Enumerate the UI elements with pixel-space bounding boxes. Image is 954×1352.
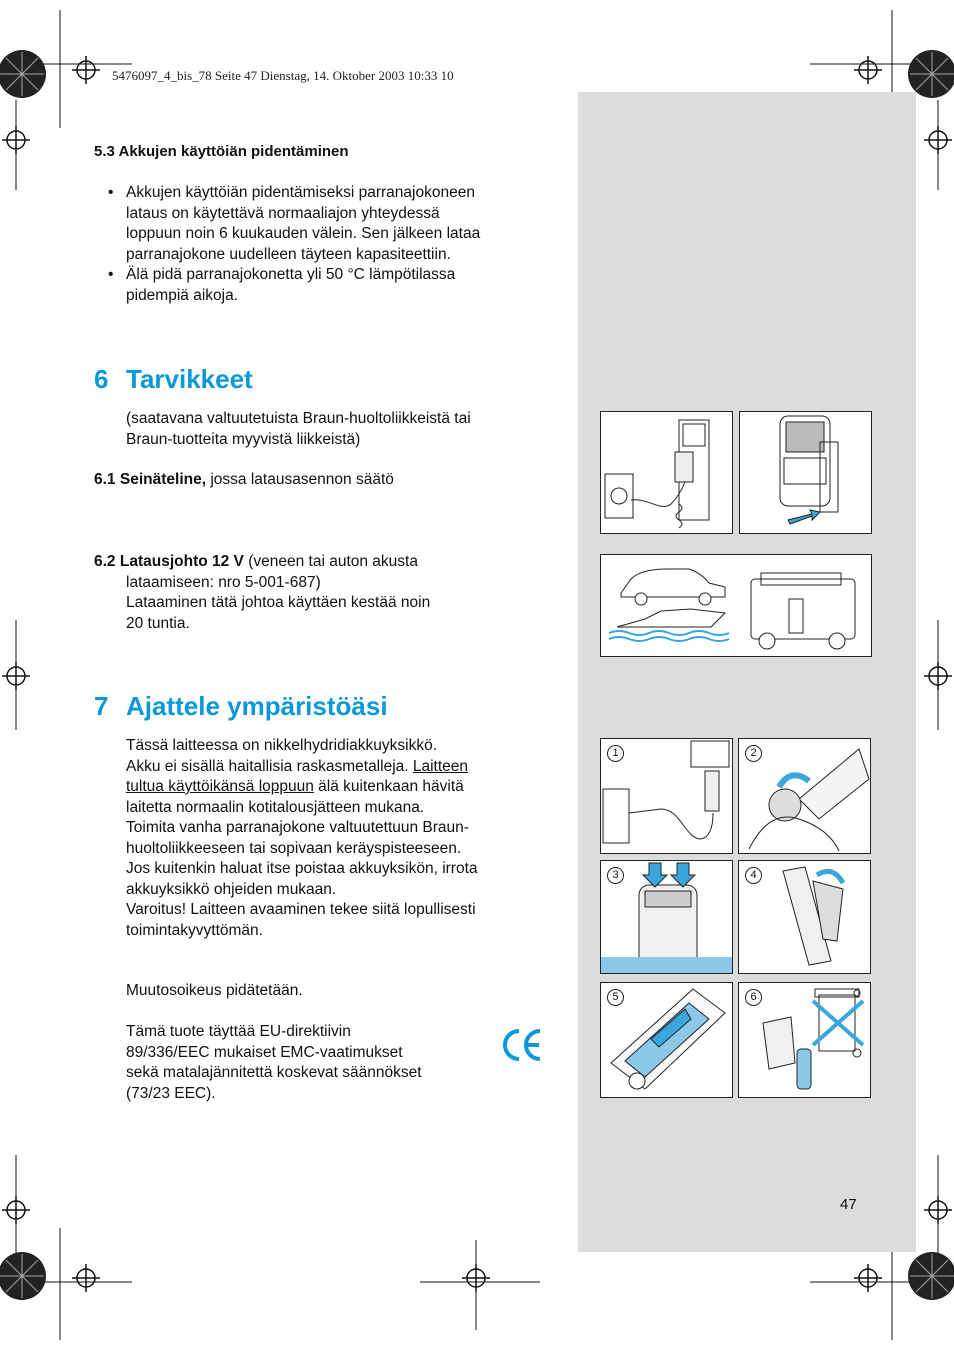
compliance-line: (73/23 EEC).: [126, 1084, 216, 1102]
step-number: 4: [745, 867, 762, 884]
step-4-illustration: [738, 860, 871, 974]
chapter-6-intro: [126, 409, 471, 450]
body-line: huoltoliikkeeseen tai sopivaan keräyspisteeseen.: [126, 839, 462, 857]
body-line: [126, 777, 556, 798]
body-text-span: älä kuitenkaan hävitä: [313, 778, 464, 795]
compliance-line: sekä matalajännitettä koskevat säännökset: [126, 1064, 422, 1081]
disclaimer-text: Muutosoikeus pidätetään.: [126, 982, 303, 999]
bullet-line: pidempiä aikoja.: [126, 286, 239, 304]
bullet-item: [126, 183, 556, 265]
chapter-title: Tarvikkeet: [126, 364, 253, 394]
step-number: 1: [607, 745, 624, 762]
section-5-3-bullets: [126, 183, 556, 306]
underlined-text: Laitteen: [412, 757, 469, 775]
intro-line: (saatavana valtuutetuista Braun-huoltoliikkeistä tai: [126, 410, 471, 427]
bullet-line: loppuun noin 6 kuukauden välein. Sen jälkeen lataa: [126, 225, 481, 242]
item-title: Latausjohto 12 V: [119, 553, 244, 570]
body-line: akkuyksikkö ohjeiden mukaan.: [126, 880, 337, 898]
item-description: (veneen tai auton akusta: [243, 553, 418, 570]
intro-line: Braun-tuotteita myyvistä liikkeistä): [126, 430, 361, 448]
wall-holder-illustration: [600, 411, 733, 534]
item-description: jossa latausasennon säätö: [206, 471, 394, 488]
bullet-line: • Akkujen käyttöiän pidentämiseksi parranajokoneen: [126, 184, 475, 201]
chapter-number: 6: [94, 364, 109, 394]
body-line: toimintakyvyttömän.: [126, 921, 263, 939]
step-1-illustration: [600, 738, 733, 854]
chapter-title: Ajattele ympäristöäsi: [126, 691, 388, 721]
item-title: Seinäteline,: [119, 471, 207, 488]
chapter-6-heading: [94, 364, 253, 395]
compliance-line: 89/336/EEC mukaiset EMC-vaatimukset: [126, 1043, 403, 1061]
section-5-3-heading: [94, 143, 349, 160]
bullet-line: • Älä pidä parranajokonetta yli 50 °C lämpötilassa: [126, 266, 456, 283]
body-line: Toimita vanha parranajokone valtuutettuun Braun-: [126, 819, 469, 836]
step-3-illustration: [600, 860, 733, 974]
detail-line: 20 tuntia.: [126, 614, 190, 632]
item-6-2: [94, 552, 418, 573]
step-2-illustration: [738, 738, 871, 854]
body-line: laitetta normaalin kotitalousjätteen mukana.: [126, 798, 425, 816]
section-title: Akkujen käyttöiän pidentäminen: [118, 143, 349, 160]
step-6-illustration: [738, 982, 871, 1098]
bullet-item: [126, 265, 556, 306]
item-number: 6.1: [94, 471, 116, 488]
chapter-7-body: [126, 736, 556, 941]
step-number: 2: [745, 745, 762, 762]
shaver-in-holder-illustration: [739, 411, 872, 534]
item-6-2-details: [126, 573, 430, 635]
bullet-line: parranajokone uudelleen täyteen kapasiteettiin.: [126, 245, 451, 263]
page-number: 47: [840, 1196, 857, 1213]
item-6-1: [94, 470, 394, 491]
chapter-number: 7: [94, 691, 109, 721]
body-text-span: Akku ei sisällä haitallisia raskasmetalleja.: [126, 757, 413, 775]
body-line: Varoitus! Laitteen avaaminen tekee siitä lopullisesti: [126, 901, 476, 918]
section-number: 5.3: [94, 143, 115, 160]
compliance-line: Tämä tuote täyttää EU-direktiivin: [126, 1023, 351, 1040]
underlined-text: tultua käyttöikänsä loppuun: [126, 778, 314, 795]
chapter-7-heading: [94, 691, 388, 722]
step-number: 3: [607, 867, 624, 884]
shaver-holder-icon: [740, 412, 871, 533]
detail-line: lataamiseen: nro 5-001-687): [126, 573, 321, 591]
compliance-text: [126, 1022, 422, 1104]
vehicles-illustration: [600, 554, 872, 657]
detail-line: Lataaminen tätä johtoa käyttäen kestää noin: [126, 594, 431, 611]
step-number: 6: [745, 989, 762, 1006]
car-boat-camper-icon: [601, 555, 871, 656]
print-header-line: 5476097_4_bis_78 Seite 47 Dienstag, 14. Oktober 2003 10:33 10: [112, 68, 454, 83]
body-line: Tässä laitteessa on nikkelhydridiakkuyksikkö.: [126, 737, 437, 754]
wall-holder-icon: [601, 412, 732, 533]
item-number: 6.2: [94, 553, 116, 570]
step-5-illustration: [600, 982, 733, 1098]
step-number: 5: [607, 989, 624, 1006]
ce-mark-icon: [500, 1025, 544, 1065]
body-line: Jos kuitenkin haluat itse poistaa akkuyksikön, irrota: [126, 860, 478, 877]
body-line: [126, 757, 556, 778]
bullet-line: lataus on käytettävä normaaliajon yhteydessä: [126, 204, 440, 222]
